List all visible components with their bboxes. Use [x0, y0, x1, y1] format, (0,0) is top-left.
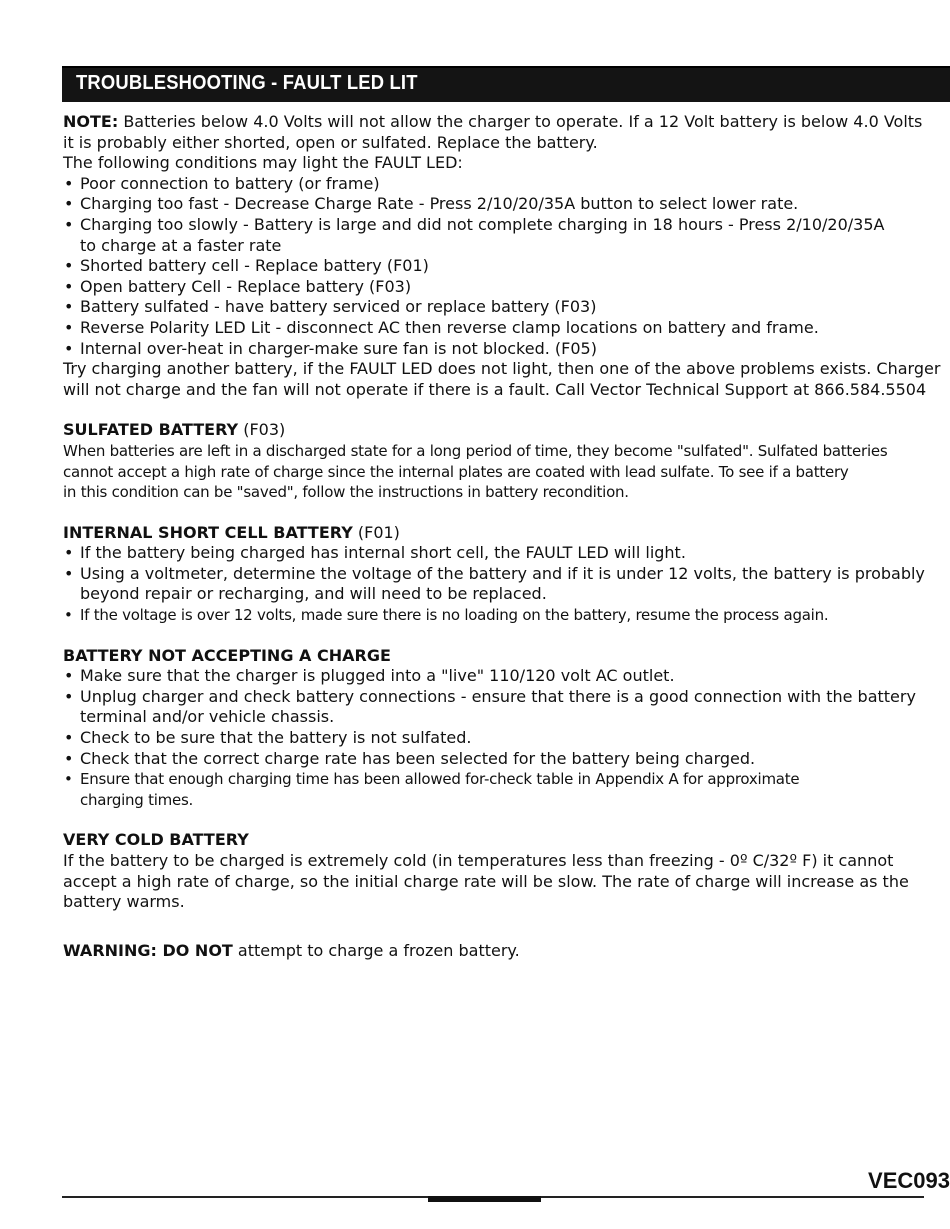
very-cold-line-3: battery warms.	[63, 892, 185, 912]
conditions-outro-2: will not charge and the fan will not operate if there is a fault. Call Vector Technical Support at 866.584.5504	[63, 379, 927, 399]
list-item: • Check to be sure that the battery is not sulfated.	[63, 728, 950, 749]
list-item: • Check that the correct charge rate has been selected for the battery being charged.	[63, 749, 950, 770]
sulfated-line-2: cannot accept a high rate of charge since the internal plates are coated with lead sulfate. To see if a battery	[63, 462, 849, 481]
list-item: • Battery sulfated - have battery serviced or replace battery (F03)	[63, 297, 950, 318]
section-banner	[62, 66, 950, 102]
list-item: • Internal over-heat in charger-make sure fan is not blocked. (F05)	[63, 339, 950, 360]
internal-short-heading-line	[63, 523, 950, 544]
internal-short-heading: INTERNAL SHORT CELL BATTERY	[63, 522, 353, 542]
warning-section	[63, 941, 950, 962]
sulfated-line-1: When batteries are left in a discharged state for a long period of time, they become "sulfated". Sulfated batteries	[63, 441, 888, 460]
very-cold-section	[63, 830, 950, 912]
list-item: • Poor connection to battery (or frame)	[63, 174, 950, 195]
list-item: • Using a voltmeter, determine the voltage of the battery and if it is under 12 volts, the battery is probably beyond repair or recharging, and will need to be replaced.	[63, 564, 950, 605]
list-item: • Open battery Cell - Replace battery (F03)	[63, 277, 950, 298]
note-paragraph	[63, 112, 950, 133]
sulfated-heading: SULFATED BATTERY	[63, 420, 239, 440]
very-cold-heading: VERY COLD BATTERY	[63, 830, 249, 850]
internal-short-section	[63, 523, 950, 626]
list-item: • Ensure that enough charging time has been allowed for-check table in Appendix A for approximate charging times.	[63, 769, 950, 810]
footer-accent-bar	[428, 1196, 541, 1202]
list-item: • Shorted battery cell - Replace battery (F01)	[63, 256, 950, 277]
sulfated-code: (F03)	[238, 420, 286, 440]
very-cold-line-2: accept a high rate of charge, so the initial charge rate will be slow. The rate of charge will increase as the	[63, 871, 909, 891]
section-title: TROUBLESHOOTING - FAULT LED LIT	[76, 72, 418, 94]
note-label: NOTE:	[63, 112, 119, 131]
manual-page	[62, 66, 950, 961]
internal-short-code: (F01)	[352, 522, 400, 542]
conditions-intro: The following conditions may light the FAULT LED:	[63, 153, 463, 173]
warning-text: attempt to charge a frozen battery.	[232, 940, 520, 960]
sulfated-line-3: in this condition can be "saved", follow the instructions in battery recondition.	[63, 483, 629, 502]
very-cold-line-1: If the battery to be charged is extremely cold (in temperatures less than freezing - 0º C/32º F) it cannot	[63, 851, 894, 870]
internal-short-list	[63, 543, 950, 625]
list-item: • Reverse Polarity LED Lit - disconnect AC then reverse clamp locations on battery and frame.	[63, 318, 950, 339]
note-line-1: Batteries below 4.0 Volts will not allow the charger to operate. If a 12 Volt battery is below 4.0 Volts	[123, 112, 923, 131]
not-accepting-list	[63, 666, 950, 810]
sulfated-section	[63, 420, 950, 502]
warning-label: WARNING: DO NOT	[63, 940, 233, 960]
not-accepting-section	[63, 646, 950, 811]
sulfated-heading-line	[63, 420, 950, 441]
document-code: VEC093	[868, 1168, 950, 1193]
list-item: • If the voltage is over 12 volts, made sure there is no loading on the battery, resume the process again.	[63, 605, 950, 626]
list-item: • If the battery being charged has internal short cell, the FAULT LED will light.	[63, 543, 950, 564]
list-item: • Unplug charger and check battery connections - ensure that there is a good connection with the battery terminal and/or vehicle chassis.	[63, 687, 950, 728]
page-content	[62, 112, 950, 961]
list-item: • Make sure that the charger is plugged into a "live" 110/120 volt AC outlet.	[63, 666, 950, 687]
warning-line	[63, 941, 950, 962]
note-line-2: it is probably either shorted, open or sulfated. Replace the battery.	[63, 132, 598, 152]
list-item: • Charging too slowly - Battery is large and did not complete charging in 18 hours - Press 2/10/20/35A to charge at a faster rate	[63, 215, 950, 256]
not-accepting-heading: BATTERY NOT ACCEPTING A CHARGE	[63, 645, 391, 665]
list-item: • Charging too fast - Decrease Charge Rate - Press 2/10/20/35A button to select lower rate.	[63, 194, 950, 215]
conditions-list	[63, 174, 950, 359]
conditions-outro-1: Try charging another battery, if the FAULT LED does not light, then one of the above problems exists. Charger	[63, 359, 941, 379]
